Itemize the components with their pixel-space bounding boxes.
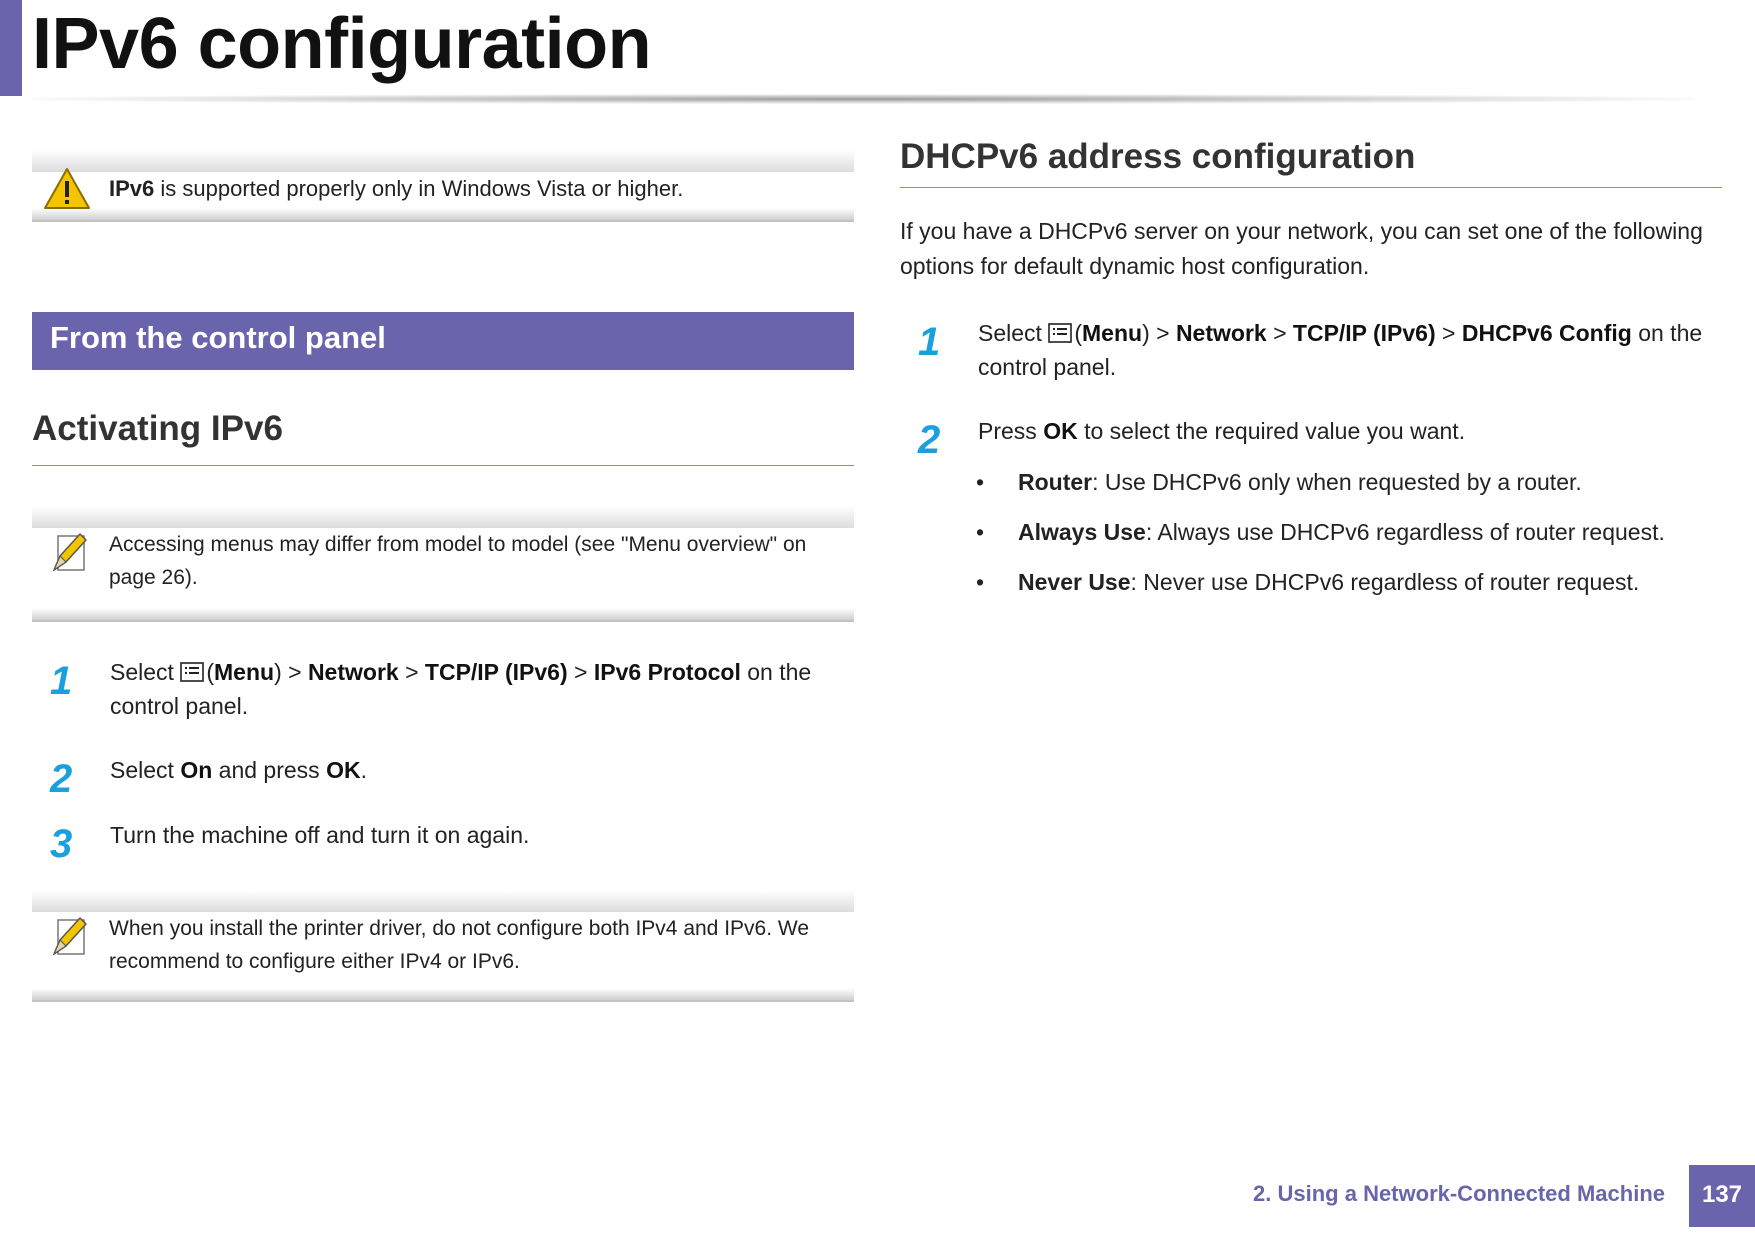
step-text-part: >	[1435, 320, 1462, 346]
step-text-part: Select	[978, 320, 1049, 346]
step-text-part: >	[567, 659, 594, 685]
bullet-dot: •	[976, 519, 985, 545]
network-label: Network	[307, 659, 399, 685]
step-text	[110, 655, 850, 723]
warning-note	[32, 150, 854, 222]
step-number: 1	[50, 659, 73, 703]
option-desc: : Use DHCPv6 only when requested by a router.	[1092, 469, 1582, 495]
dhcp-heading-rule	[900, 187, 1722, 188]
step-text	[978, 414, 1723, 448]
bullet-dot: •	[976, 569, 985, 595]
step-text-part: (	[1074, 320, 1082, 346]
footer-chapter: 2. Using a Network-Connected Machine	[1253, 1181, 1665, 1206]
menu-label: Menu	[214, 659, 275, 685]
note-body	[32, 172, 854, 208]
activating-heading: Activating IPv6	[32, 409, 283, 448]
dhcp-intro: If you have a DHCPv6 server on your network, you can set one of the following options for default dynamic host configuration.	[900, 218, 1703, 279]
step-number: 3	[50, 822, 73, 866]
step-number: 2	[918, 418, 941, 462]
dhcp-step-2	[918, 414, 1723, 462]
on-label: On	[180, 757, 213, 783]
page-title: IPv6 configuration	[32, 4, 652, 84]
step-text-part: >	[1266, 320, 1293, 346]
driver-note	[32, 890, 854, 1002]
title-accent-bar	[0, 0, 22, 96]
option-desc: : Always use DHCPv6 regardless of router request.	[1145, 519, 1665, 545]
dhcp-heading: DHCPv6 address configuration	[900, 137, 1416, 176]
activating-step-1	[50, 655, 850, 725]
section-bar-label: From the control panel	[50, 320, 386, 355]
activating-step-2	[50, 753, 850, 801]
ipv6-protocol-label: IPv6 Protocol	[593, 659, 741, 685]
dhcp-step-1	[918, 316, 1723, 386]
step-number: 1	[918, 320, 941, 364]
menu-icon	[180, 661, 204, 683]
step-text-part: to select the required value you want.	[1077, 418, 1466, 444]
step-text-part: (	[206, 659, 214, 685]
ok-label: OK	[1043, 418, 1078, 444]
option-name: Never Use	[1018, 569, 1131, 595]
note-bottom-band	[32, 208, 854, 222]
warning-text: is supported properly only in Windows Vista or higher.	[154, 176, 684, 201]
tcpip-label: TCP/IP (IPv6)	[1292, 320, 1436, 346]
step-number: 2	[50, 757, 73, 801]
option-desc: : Never use DHCPv6 regardless of router request.	[1130, 569, 1640, 595]
step-text-part: on the control panel.	[978, 320, 1703, 380]
option-text	[1018, 515, 1665, 549]
option-router	[976, 465, 1721, 499]
menu-label: Menu	[1082, 320, 1143, 346]
step-text-part: on the control panel.	[110, 659, 812, 719]
pencil-note-icon	[42, 530, 92, 576]
warning-bold-term: IPv6	[109, 176, 155, 201]
menu-note	[32, 506, 854, 622]
option-text	[1018, 565, 1639, 599]
step-text-part: and press	[212, 757, 327, 783]
note-bottom-band	[32, 988, 854, 1002]
step-text	[110, 753, 850, 787]
tcpip-label: TCP/IP (IPv6)	[424, 659, 568, 685]
note-bottom-band	[32, 608, 854, 622]
note-top-band	[32, 150, 854, 172]
step-text-part: Select	[110, 659, 181, 685]
option-text	[1018, 465, 1582, 499]
option-name: Router	[1018, 469, 1093, 495]
option-always-use	[976, 515, 1721, 549]
step-text-part: ) >	[1142, 320, 1176, 346]
menu-icon	[1048, 322, 1072, 344]
activating-heading-rule	[32, 465, 854, 466]
option-name: Always Use	[1018, 519, 1146, 545]
step-text: Turn the machine off and turn it on again.	[110, 822, 530, 848]
step-text-part: Press	[978, 418, 1044, 444]
note-body	[32, 912, 854, 988]
note-body	[32, 528, 854, 608]
bullet-dot: •	[976, 469, 985, 495]
section-bar	[32, 312, 854, 370]
note-top-band	[32, 506, 854, 528]
title-divider	[32, 94, 1692, 104]
network-label: Network	[1175, 320, 1267, 346]
step-text-part: .	[360, 757, 367, 783]
activating-step-3	[50, 818, 850, 866]
warning-icon	[42, 166, 92, 212]
step-text-part: Select	[110, 757, 181, 783]
option-never-use	[976, 565, 1721, 599]
menu-note-text: Accessing menus may differ from model to model (see "Menu overview" on page 26).	[109, 533, 807, 589]
dhcpv6-config-label: DHCPv6 Config	[1461, 320, 1632, 346]
driver-note-text: When you install the printer driver, do not configure both IPv4 and IPv6. We recommend to configure either IPv4 or IPv6.	[109, 917, 810, 973]
ok-label: OK	[326, 757, 361, 783]
step-text-part: >	[398, 659, 425, 685]
pencil-note-icon	[42, 914, 92, 960]
step-text-part: ) >	[274, 659, 308, 685]
step-text	[978, 316, 1723, 384]
note-top-band	[32, 890, 854, 912]
page-number: 137	[1689, 1165, 1755, 1227]
